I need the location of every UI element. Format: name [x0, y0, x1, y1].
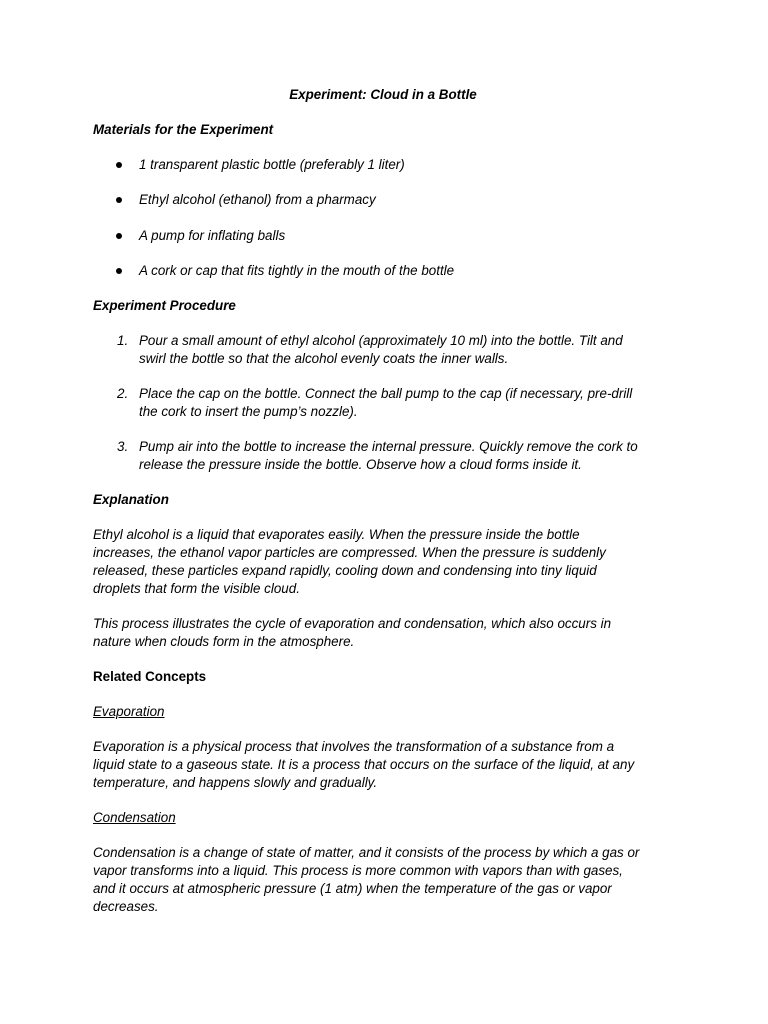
- bullet-icon: [116, 233, 122, 239]
- list-item-text: A cork or cap that fits tightly in the mouth of the bottle: [139, 262, 455, 278]
- paragraph-line: Evaporation is a physical process that involves the transformation of a substance from a: [93, 738, 615, 754]
- step-number: 2.: [117, 385, 129, 401]
- step-line: swirl the bottle so that the alcohol evenly coats the inner walls.: [139, 350, 509, 366]
- condensation-heading: Condensation: [93, 809, 176, 825]
- paragraph-line: vapor transforms into a liquid. This process is more common with vapors than with gases,: [93, 862, 623, 878]
- procedure-step: [93, 385, 683, 421]
- explanation-paragraph-1: [93, 526, 683, 598]
- document-title: Experiment: Cloud in a Bottle: [289, 87, 477, 102]
- step-number: 1.: [117, 332, 129, 348]
- document-page: [93, 86, 683, 933]
- list-item-text: Ethyl alcohol (ethanol) from a pharmacy: [139, 192, 376, 208]
- related-concepts-heading: Related Concepts: [93, 668, 207, 684]
- paragraph-line: droplets that form the visible cloud.: [93, 580, 300, 596]
- bullet-icon: [116, 268, 122, 274]
- step-line: Place the cap on the bottle. Connect the ball pump to the cap (if necessary, pre-drill: [139, 385, 633, 401]
- paragraph-line: and it occurs at atmospheric pressure (1 atm) when the temperature of the gas or vapor: [93, 880, 612, 896]
- list-item: [93, 262, 683, 280]
- list-item: [93, 227, 683, 245]
- procedure-list: [93, 332, 683, 474]
- bullet-icon: [116, 197, 122, 203]
- paragraph-line: Ethyl alcohol is a liquid that evaporates easily. When the pressure inside the bottle: [93, 526, 580, 542]
- procedure-step: [93, 332, 683, 368]
- paragraph-line: nature when clouds form in the atmosphere.: [93, 633, 355, 649]
- paragraph-line: decreases.: [93, 898, 159, 914]
- procedure-step: [93, 438, 683, 474]
- step-line: Pour a small amount of ethyl alcohol (approximately 10 ml) into the bottle. Tilt and: [139, 332, 623, 348]
- list-item-text: 1 transparent plastic bottle (preferably 1 liter): [139, 157, 405, 172]
- bullet-icon: [116, 162, 122, 168]
- materials-heading: Materials for the Experiment: [93, 122, 274, 137]
- paragraph-line: increases, the ethanol vapor particles are compressed. When the pressure is suddenly: [93, 544, 606, 560]
- procedure-heading: Experiment Procedure: [93, 297, 236, 313]
- paragraph-line: released, these particles expand rapidly, cooling down and condensing into tiny liquid: [93, 562, 597, 578]
- explanation-paragraph-2: [93, 615, 683, 651]
- paragraph-line: Condensation is a change of state of matter, and it consists of the process by which a gas or: [93, 844, 640, 860]
- step-line: Pump air into the bottle to increase the internal pressure. Quickly remove the cork to: [139, 438, 638, 454]
- step-line: release the pressure inside the bottle. Observe how a cloud forms inside it.: [139, 456, 582, 472]
- step-number: 3.: [117, 438, 129, 454]
- step-line: the cork to insert the pump’s nozzle).: [139, 403, 358, 419]
- condensation-paragraph: [93, 844, 683, 916]
- list-item-text: A pump for inflating balls: [139, 227, 286, 243]
- list-item: [93, 156, 683, 174]
- evaporation-paragraph: [93, 738, 683, 792]
- list-item: [93, 191, 683, 209]
- paragraph-line: This process illustrates the cycle of evaporation and condensation, which also occurs in: [93, 615, 612, 631]
- evaporation-heading: Evaporation: [93, 703, 165, 719]
- paragraph-line: temperature, and happens slowly and gradually.: [93, 774, 378, 790]
- paragraph-line: liquid state to a gaseous state. It is a process that occurs on the surface of the liquid, at any: [93, 756, 635, 772]
- materials-list: [93, 156, 683, 280]
- explanation-heading: Explanation: [93, 491, 169, 507]
